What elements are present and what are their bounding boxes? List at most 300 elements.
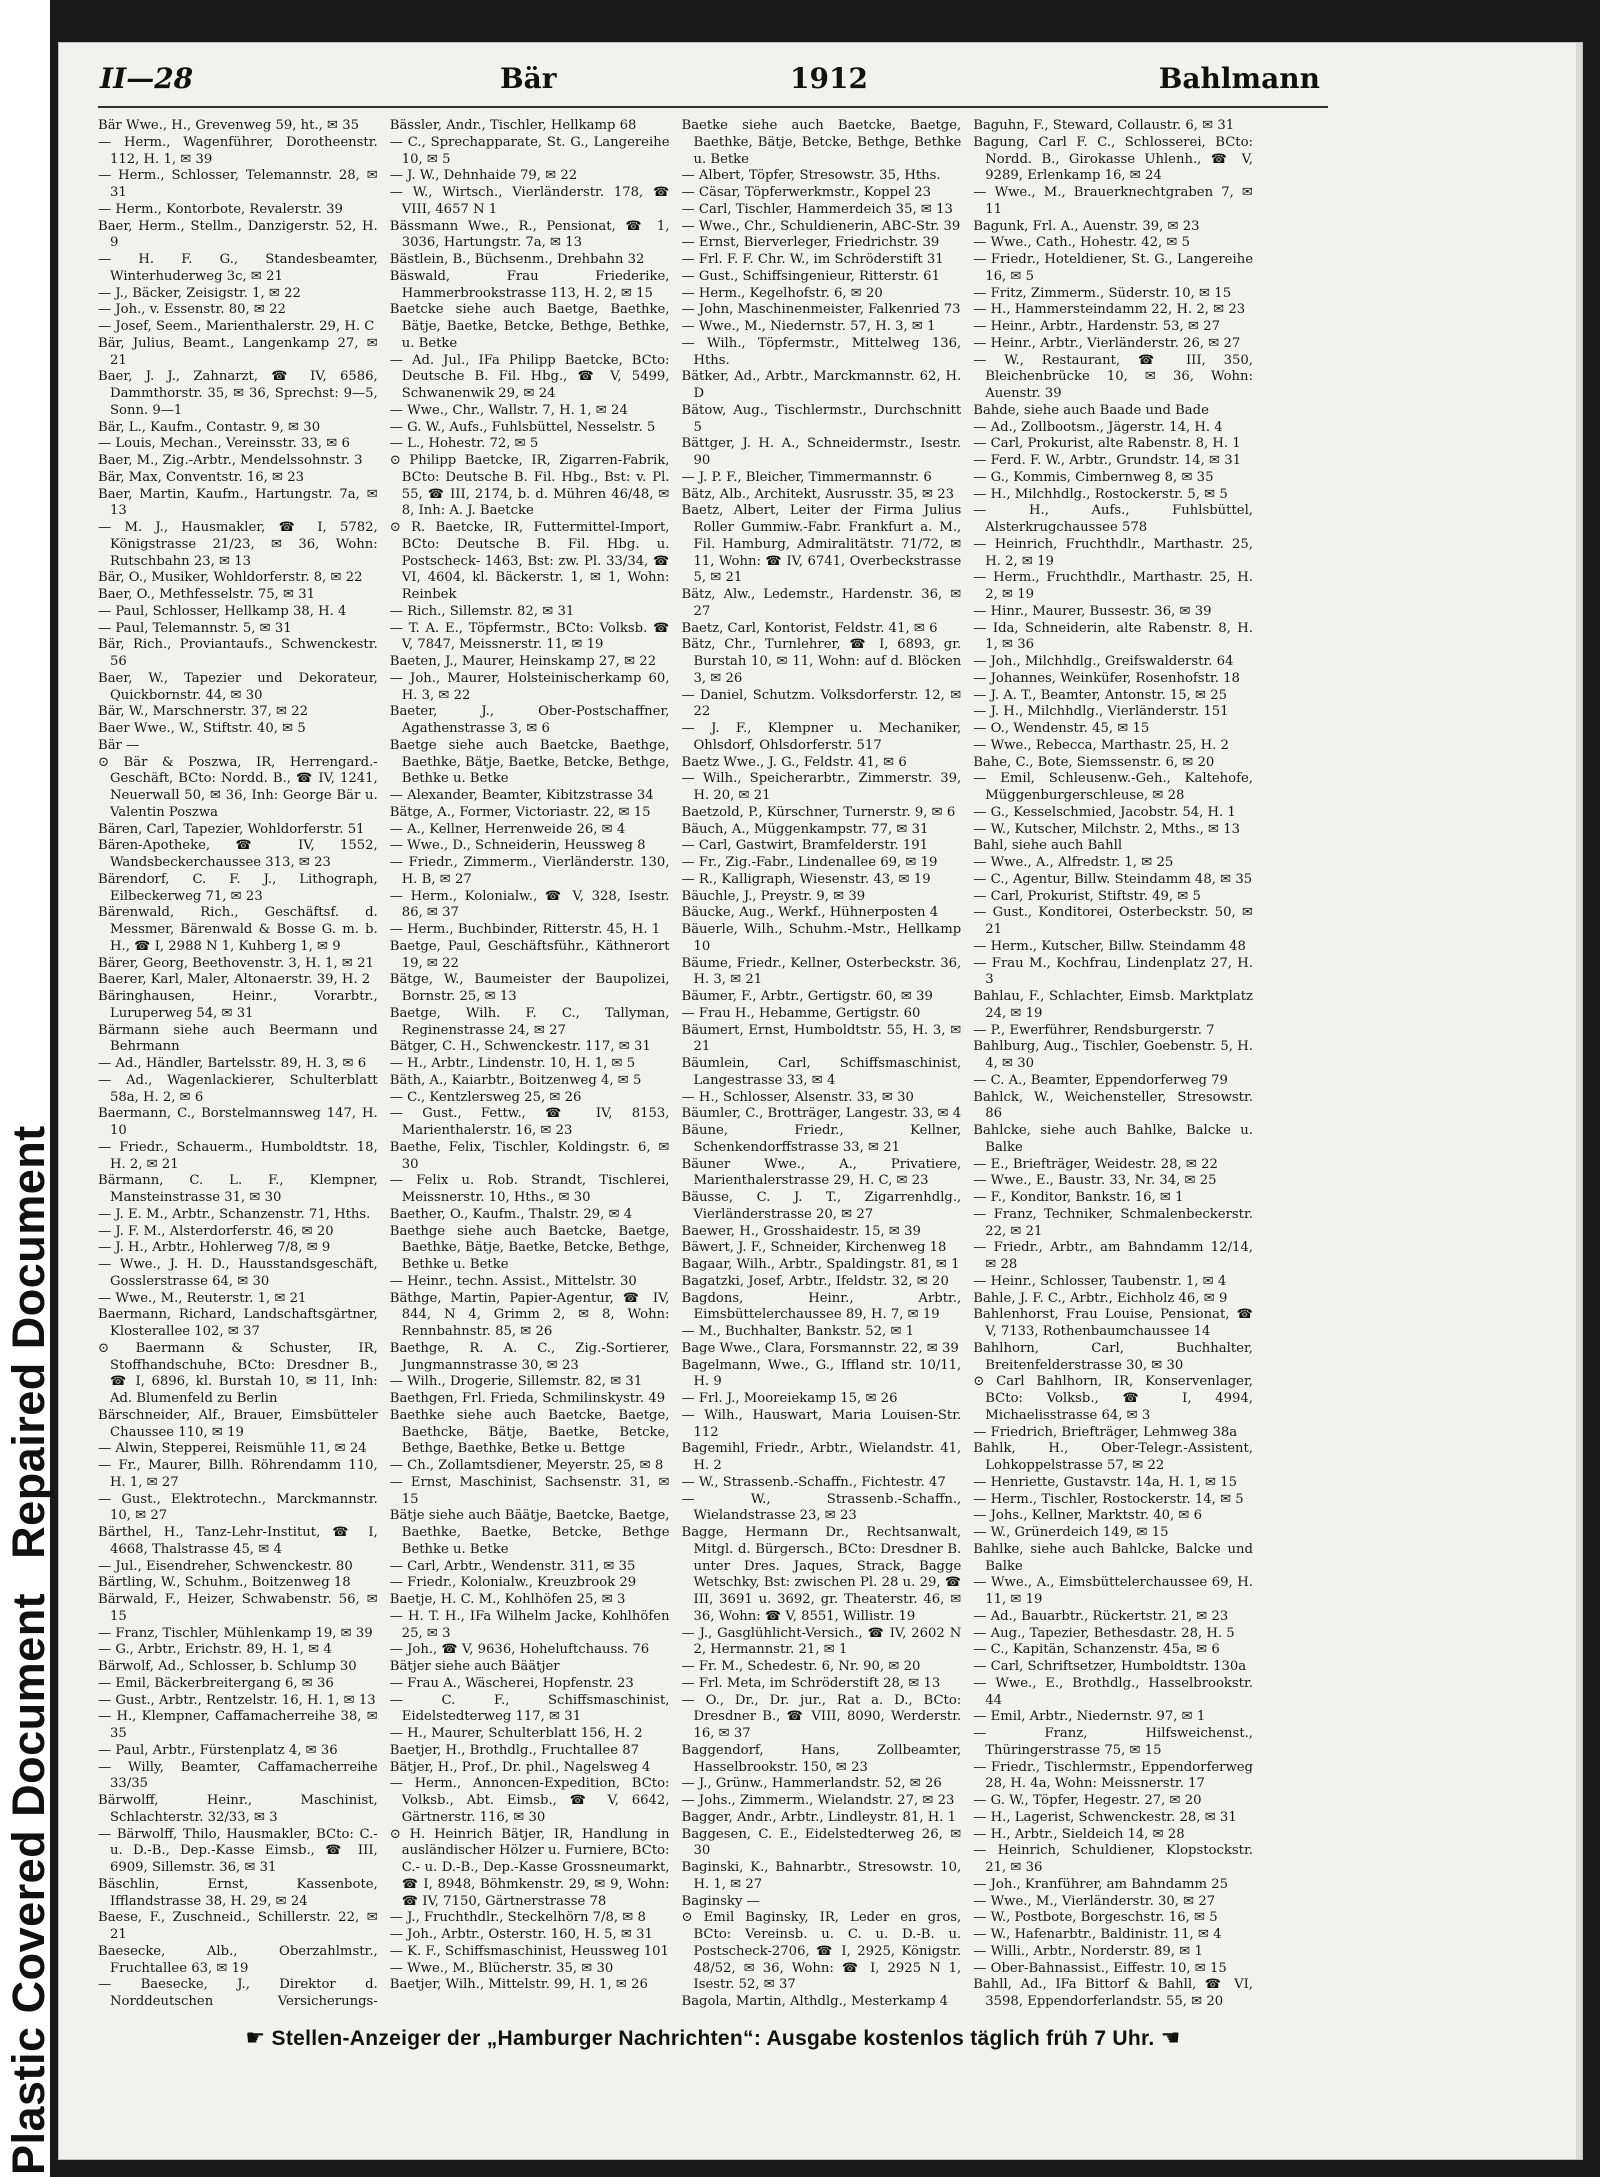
- directory-entry: — Wilh., Speicherarbtr., Zimmerstr. 39, H. 20, ✉ 21: [681, 771, 962, 803]
- directory-entry: Bagatzki, Josef, Arbtr., Ifeldstr. 32, ✉ 20: [681, 1273, 949, 1289]
- directory-entry: Bätge, W., Baumeister der Baupolizei, Bornstr. 25, ✉ 13: [389, 972, 670, 1004]
- directory-entry: — Carl, Prokurist, Stiftstr. 49, ✉ 5: [973, 888, 1201, 904]
- directory-entry: Baetcke siehe auch Baetge, Baethke, Bätje, Baetke, Betcke, Bethge, Bethke, u. Betke: [389, 302, 670, 351]
- directory-entry: — J., Grünw., Hammerlandstr. 52, ✉ 26: [681, 1776, 942, 1792]
- directory-entry: — Wwe., Rebecca, Marthastr. 25, H. 2: [973, 737, 1229, 753]
- directory-entry: — Gust., Konditorei, Osterbeckstr. 50, ✉ 21: [973, 905, 1253, 937]
- directory-entry: — Friedr., Zimmerm., Vierländerstr. 130, H. B, ✉ 27: [389, 855, 670, 887]
- directory-entry: — Wwe., M., Reuterstr. 1, ✉ 21: [98, 1290, 307, 1306]
- directory-entry: — Fritz, Zimmerm., Süderstr. 10, ✉ 15: [973, 285, 1232, 301]
- directory-entry: Bagola, Martin, Althdlg., Mesterkamp 4: [681, 1994, 949, 2009]
- directory-entry: Bärmann siehe auch Beermann und Behrmann: [98, 1022, 378, 1055]
- directory-entry: — Franz, Hilfsweichenst., Thüringerstrasse 75, ✉ 15: [973, 1726, 1253, 1758]
- directory-entry: — W., Postbote, Borgeschstr. 16, ✉ 5: [973, 1910, 1218, 1926]
- header-rule: [98, 106, 1328, 108]
- directory-entry: Bahlck, W., Weichensteller, Stresowstr. 86: [973, 1089, 1253, 1122]
- directory-entry: — J., Bäcker, Zeisigstr. 1, ✉ 22: [98, 285, 301, 301]
- directory-entry: — Aug., Tapezier, Bethesdastr. 28, H. 5: [973, 1625, 1235, 1641]
- directory-entry: Baer, Herm., Stellm., Danzigerstr. 52, H. 9: [98, 218, 378, 251]
- directory-entry: — G., Kesselschmied, Jacobstr. 54, H. 1: [973, 804, 1236, 820]
- directory-entry: — Wwe., M., Blücherstr. 35, ✉ 30: [389, 1960, 614, 1976]
- directory-entry: — John, Maschinenmeister, Falkenried 73: [681, 302, 961, 318]
- directory-entry: — Alexander, Beamter, Kibitzstrasse 34: [389, 788, 654, 803]
- directory-entry: — Ch., Zollamtsdiener, Meyerstr. 25, ✉ 8: [389, 1458, 664, 1473]
- directory-entry: — Ernst, Maschinist, Sachsenstr. 31, ✉ 15: [389, 1474, 670, 1507]
- directory-entry: — Frl. Meta, im Schröderstift 28, ✉ 13: [681, 1675, 941, 1691]
- directory-entry: Bagge, Hermann Dr., Rechtsanwalt, Mitgl. d. Bürgersch., BCto: Dresdner B. unter Dres. Jaques, Strack, Bagge Wetschky, Bst: zwischen Pl. 28 u. 29, ☎ III, 3691 u. 3692, gr. Theaterstr. 46, ✉ 36, Wohn: ☎ V, 8551, Willistr. 19: [681, 1525, 962, 1624]
- range-start: Bär: [500, 62, 557, 95]
- directory-entry: Bäthge, Martin, Papier-Agentur, ☎ IV, 844, N 4, Grimm 2, ✉ 8, Wohn: Rennbahnstr. 85, ✉ 26: [389, 1290, 670, 1339]
- directory-entry: — Herm., Kutscher, Billw. Steindamm 48: [973, 938, 1246, 954]
- directory-entry: Bäucke, Aug., Werkf., Hühnerposten 4: [681, 905, 939, 921]
- directory-entry: — Johs., Kellner, Marktstr. 40, ✉ 6: [973, 1508, 1203, 1524]
- directory-entry: Bahde, siehe auch Baade und Bade: [973, 402, 1209, 418]
- directory-entry: Bagunk, Frl. A., Auenstr. 39, ✉ 23: [973, 218, 1200, 234]
- directory-entry: — Heinrich, Schuldiener, Klopstockstr. 21, ✉ 36: [973, 1843, 1253, 1875]
- directory-entry: — Gust., Elektrotechn., Marckmannstr. 10, ✉ 27: [98, 1491, 378, 1524]
- binder-label: [3, 1125, 55, 2175]
- directory-entry: Bätje siehe auch Bäätje, Baetcke, Baetge, Baethke, Baetke, Betcke, Bethge Bethke u. Betke: [389, 1508, 670, 1557]
- directory-entry: — Gust., Fettw., ☎ IV, 8153, Marienthalerstr. 16, ✉ 23: [389, 1106, 670, 1138]
- footer-text: Stellen-Anzeiger der „Hamburger Nachrichten“: Ausgabe kostenlos täglich früh 7 Uhr.: [271, 2027, 1155, 2050]
- directory-entry: Bässler, Andr., Tischler, Hellkamp 68: [389, 118, 637, 133]
- directory-entry: Bästlein, B., Büchsenm., Drehbahn 32: [389, 252, 645, 267]
- directory-entry: Bärwolff, Heinr., Maschinist, Schlachterstr. 32/33, ✉ 3: [98, 1793, 378, 1825]
- directory-entry: — Felix u. Rob. Strandt, Tischlerei, Meissnerstr. 10, Hths., ✉ 30: [389, 1173, 670, 1205]
- pointing-hand-left-icon: ☛: [245, 2026, 266, 2051]
- directory-entry: — Heinr., Schlosser, Taubenstr. 1, ✉ 4: [973, 1273, 1227, 1289]
- directory-entry: Baermann, C., Borstelmannsweg 147, H. 10: [98, 1106, 378, 1138]
- directory-entry: — L., Hohestr. 72, ✉ 5: [389, 436, 539, 452]
- directory-entry: Bärmann, C. L. F., Klempner, Mansteinstrasse 31, ✉ 30: [98, 1173, 378, 1205]
- directory-entry: Bagung, Carl F. C., Schlosserei, BCto: Nordd. B., Girokasse Uhlenh., ☎ V, 9289, Erlenkamp 16, ✉ 24: [973, 134, 1253, 184]
- directory-entry: — Johs., Zimmerm., Wielandstr. 27, ✉ 23: [681, 1793, 955, 1808]
- directory-entry: Baer Wwe., W., Stiftstr. 40, ✉ 5: [98, 721, 306, 736]
- directory-entry: — Wwe., D., Schneiderin, Heussweg 8: [389, 838, 646, 854]
- directory-entry: — Wwe., E., Brothdlg., Hasselbrookstr. 44: [973, 1675, 1253, 1708]
- directory-entry: Bäusse, C. J. T., Zigarrenhdlg., Vierländerstrasse 20, ✉ 27: [681, 1190, 962, 1222]
- directory-entry: ⊙ Bär & Poszwa, IR, Herrengard.-Geschäft, BCto: Nordd. B., ☎ IV, 1241, Neuerwall 50, ✉ 36, Inh: George Bär u. Valentin Poszwa: [98, 754, 378, 820]
- directory-entry: Bätge, A., Former, Victoriastr. 22, ✉ 15: [389, 804, 651, 820]
- directory-entry: — O., Wendenstr. 45, ✉ 15: [973, 721, 1150, 736]
- directory-entry: — Wwe., A., Alfredstr. 1, ✉ 25: [973, 855, 1174, 870]
- directory-entry: — Frau H., Hebamme, Gertigstr. 60: [681, 1005, 921, 1021]
- directory-entry: Baeten, J., Maurer, Heinskamp 27, ✉ 22: [389, 654, 657, 669]
- directory-entry: Bahlburg, Aug., Tischler, Goebenstr. 5, H. 4, ✉ 30: [973, 1039, 1253, 1071]
- directory-entry: Bär, Julius, Beamt., Langenkamp 27, ✉ 21: [98, 335, 378, 368]
- directory-entry: — Frau A., Wäscherei, Hopfenstr. 23: [389, 1675, 634, 1691]
- directory-entry: — A., Kellner, Herrenweide 26, ✉ 4: [389, 821, 626, 837]
- directory-entry: — Friedr., Hoteldiener, St. G., Langereihe 16, ✉ 5: [973, 252, 1253, 284]
- directory-entry: — P., Ewerführer, Rendsburgerstr. 7: [973, 1022, 1215, 1038]
- directory-entry: Baeter, J., Ober-Postschaffner, Agathenstrasse 3, ✉ 6: [389, 704, 670, 736]
- directory-entry: Bärwolf, Ad., Schlosser, b. Schlump 30: [98, 1659, 357, 1674]
- directory-entry: — E., Briefträger, Weidestr. 28, ✉ 22: [973, 1156, 1218, 1172]
- directory-entry: — J. W., Dehnhaide 79, ✉ 22: [389, 168, 578, 184]
- directory-entry: ⊙ H. Heinrich Bätjer, IR, Handlung in ausländischer Hölzer u. Furniere, BCto: C.- u. D.-B., Dep.-Kasse Grossneumarkt, ☎ I, 8948, Böhmkenstr. 29, ✉ 9, Wohn: ☎ IV, 7150, Gärtnerstrasse 78: [389, 1826, 670, 1909]
- directory-entry: Baguhn, F., Steward, Collaustr. 6, ✉ 31: [973, 118, 1235, 133]
- directory-columns: [98, 118, 1253, 2010]
- directory-entry: Bagemihl, Friedr., Arbtr., Wielandstr. 41, H. 2: [681, 1441, 962, 1473]
- directory-entry: — W., Strassenb.-Schaffn., Fichtestr. 47: [681, 1474, 946, 1490]
- page-edge: [1576, 43, 1582, 2159]
- directory-entry: — Wwe., E., Baustr. 33, Nr. 34, ✉ 25: [973, 1173, 1217, 1189]
- directory-entry: Baer, W., Tapezier und Dekorateur, Quickbornstr. 44, ✉ 30: [98, 670, 378, 703]
- directory-entry: — Josef, Seem., Marienthalerstr. 29, H. C: [98, 319, 375, 334]
- directory-entry: — Joh., Milchhdlg., Greifswalderstr. 64: [973, 654, 1234, 669]
- column-2: [390, 118, 670, 2010]
- directory-entry: — H., Lagerist, Schwenckestr. 28, ✉ 31: [973, 1809, 1237, 1825]
- pointing-hand-right-icon: ☚: [1160, 2026, 1181, 2051]
- directory-entry: Bäth, A., Kaiarbtr., Boitzenweg 4, ✉ 5: [389, 1072, 642, 1088]
- directory-entry: — G., Kommis, Cimbernweg 8, ✉ 35: [973, 469, 1214, 485]
- directory-entry: Baethe, Felix, Tischler, Koldingstr. 6, ✉ 30: [389, 1139, 670, 1172]
- directory-entry: Bär, Rich., Proviantaufs., Schwenckestr. 56: [98, 637, 378, 669]
- directory-entry: — Ad., Wagenlackierer, Schulterblatt 58a, H. 2, ✉ 6: [98, 1072, 378, 1105]
- directory-entry: — W., Grünerdeich 149, ✉ 15: [973, 1525, 1169, 1540]
- directory-entry: — H., Milchhdlg., Rostockerstr. 5, ✉ 5: [973, 486, 1228, 502]
- directory-entry: — Emil, Schleusenw.-Geh., Kaltehofe, Müggenburgerschleuse, ✉ 28: [973, 771, 1253, 803]
- directory-entry: — Ernst, Bierverleger, Friedrichstr. 39: [681, 235, 940, 251]
- directory-entry: — Joh., ☎ V, 9636, Hoheluftchauss. 76: [389, 1642, 650, 1658]
- directory-entry: — M. J., Hausmakler, ☎ I, 5782, Königstrasse 21/23, ✉ 36, Wohn: Rutschbahn 23, ✉ 13: [98, 520, 378, 569]
- directory-entry: Bäringhausen, Heinr., Vorarbtr., Luruperweg 54, ✉ 31: [98, 989, 378, 1021]
- directory-entry: — Frl. F. F. Chr. W., im Schröderstift 31: [681, 252, 944, 267]
- directory-entry: — J. A. T., Beamter, Antonstr. 15, ✉ 25: [973, 687, 1228, 703]
- directory-entry: — J. E. M., Arbtr., Schanzenstr. 71, Hths.: [98, 1206, 371, 1222]
- directory-entry: — Wilh., Töpfermstr., Mittelweg 136, Hths.: [681, 335, 962, 368]
- directory-entry: — J., Fruchthdlr., Steckelhörn 7/8, ✉ 8: [389, 1910, 646, 1926]
- directory-entry: Bahlke, siehe auch Bahlcke, Balcke und Balke: [973, 1541, 1253, 1574]
- directory-entry: Baetge siehe auch Baetcke, Baethge, Baethke, Bätje, Baetke, Betcke, Bethge, Bethke u. Betke: [389, 737, 670, 787]
- directory-entry: — Ad. Jul., IFa Philipp Baetcke, BCto: Deutsche B. Fil. Hbg., ☎ V, 5499, Schwanenwik 29, ✉ 24: [389, 352, 670, 401]
- directory-entry: — Wilh., Hauswart, Maria Louisen-Str. 112: [681, 1407, 962, 1440]
- directory-entry: Bätker, Ad., Arbtr., Marckmannstr. 62, H. D: [681, 369, 962, 401]
- directory-entry: — H., Klempner, Caffamacherreihe 38, ✉ 35: [98, 1709, 378, 1741]
- directory-entry: Bäune, Friedr., Kellner, Schenkendorffstrasse 33, ✉ 21: [681, 1123, 962, 1155]
- directory-entry: Baer, O., Methfesselstr. 75, ✉ 31: [98, 587, 316, 602]
- directory-entry: Baetge, Paul, Geschäftsführ., Käthnerort 19, ✉ 22: [389, 938, 670, 971]
- directory-entry: Bäschlin, Ernst, Kassenbote, Ifflandstrasse 38, H. 29, ✉ 24: [98, 1876, 378, 1909]
- directory-entry: Baerer, Karl, Maler, Altonaerstr. 39, H. 2: [98, 972, 371, 988]
- directory-entry: — H., Hammersteindamm 22, H. 2, ✉ 23: [973, 302, 1246, 318]
- directory-entry: Bär Wwe., H., Grevenweg 59, ht., ✉ 35: [98, 118, 360, 133]
- directory-entry: Bätow, Aug., Tischlermstr., Durchschnitt 5: [681, 402, 962, 435]
- directory-entry: — Franz, Techniker, Schmalenbeckerstr. 22, ✉ 21: [973, 1206, 1253, 1239]
- directory-entry: — Paul, Arbtr., Fürstenplatz 4, ✉ 36: [98, 1742, 338, 1758]
- directory-entry: — Ferd. F. W., Arbtr., Grundstr. 14, ✉ 31: [973, 453, 1242, 468]
- page-header: [100, 62, 1320, 108]
- directory-entry: Baginski, K., Bahnarbtr., Stresowstr. 10, H. 1, ✉ 27: [681, 1860, 962, 1892]
- directory-entry: — H., Arbtr., Sieldeich 14, ✉ 28: [973, 1826, 1185, 1842]
- directory-entry: — F., Konditor, Bankstr. 16, ✉ 1: [973, 1190, 1184, 1205]
- directory-entry: Bagger, Andr., Arbtr., Lindleystr. 81, H. 1: [681, 1809, 956, 1825]
- directory-entry: — Daniel, Schutzm. Volksdorferstr. 12, ✉ 22: [681, 687, 962, 720]
- directory-entry: — Wwe., M., Niedernstr. 57, H. 3, ✉ 1: [681, 319, 936, 334]
- directory-entry: Bagaar, Wilh., Arbtr., Spaldingstr. 81, ✉ 1: [681, 1257, 960, 1272]
- directory-entry: Baer, M., Zig.-Arbtr., Mendelssohnstr. 3: [98, 453, 363, 468]
- directory-entry: Baethke siehe auch Baetcke, Baetge, Baethcke, Bätje, Baetke, Betcke, Bethge, Baethke, Betke u. Bettge: [389, 1407, 670, 1457]
- directory-entry: Bäumler, C., Brotträger, Langestr. 33, ✉ 4: [681, 1106, 962, 1122]
- directory-entry: — Ad., Zollbootsm., Jägerstr. 14, H. 4: [973, 419, 1223, 435]
- directory-entry: — C., Kapitän, Schanzenstr. 45a, ✉ 6: [973, 1642, 1220, 1658]
- directory-entry: ⊙ R. Baetcke, IR, Futtermittel-Import, BCto: Deutsche B. Fil. Hbg. u. Postscheck- 1463, Bst: zw. Pl. 33/34, ☎ VI, 4604, kl. Bäckerstr. 1, ✉ 1, Wohn: Reinbek: [389, 520, 670, 602]
- directory-entry: — Rich., Sillemstr. 82, ✉ 31: [389, 603, 575, 619]
- directory-entry: — M., Buchhalter, Bankstr. 52, ✉ 1: [681, 1324, 915, 1339]
- directory-entry: Bätz, Chr., Turnlehrer, ☎ I, 6893, gr. Burstah 10, ✉ 11, Wohn: auf d. Blöcken 3, ✉ 26: [681, 637, 962, 686]
- directory-entry: — W., Kutscher, Milchstr. 2, Mths., ✉ 13: [973, 821, 1241, 837]
- directory-entry: Bahlenhorst, Frau Louise, Pensionat, ☎ V, 7133, Rothenbaumchaussee 14: [973, 1307, 1253, 1339]
- directory-entry: Bahlk, H., Ober-Telegr.-Assistent, Lohkoppelstrasse 57, ✉ 22: [973, 1441, 1253, 1473]
- directory-entry: — C. A., Beamter, Eppendorferweg 79: [973, 1072, 1228, 1088]
- directory-entry: — W., Strassenb.-Schaffn., Wielandstrasse 23, ✉ 23: [681, 1491, 962, 1524]
- directory-entry: Baetz, Carl, Kontorist, Feldstr. 41, ✉ 6: [681, 620, 938, 636]
- directory-entry: — Heinr., Arbtr., Vierländerstr. 26, ✉ 27: [973, 335, 1241, 351]
- directory-entry: — C., Agentur, Billw. Steindamm 48, ✉ 35: [973, 871, 1253, 887]
- directory-entry: Bärthel, H., Tanz-Lehr-Institut, ☎ I, 4668, Thalstrasse 45, ✉ 4: [98, 1525, 378, 1557]
- directory-entry: — Henriette, Gustavstr. 14a, H. 1, ✉ 15: [973, 1474, 1237, 1490]
- directory-entry: — G. W., Aufs., Fuhlsbüttel, Nesselstr. 5: [389, 419, 656, 435]
- directory-entry: Baesecke, Alb., Oberzahlmstr., Fruchtallee 63, ✉ 19: [98, 1943, 378, 1976]
- directory-entry: Bagdons, Heinr., Arbtr., Eimsbüttelerchaussee 89, H. 7, ✉ 19: [681, 1290, 962, 1323]
- directory-entry: Bäswald, Frau Friederike, Hammerbrookstrasse 113, H. 2, ✉ 15: [389, 268, 670, 301]
- directory-entry: Bätz, Alw., Ledemstr., Hardenstr. 36, ✉ 27: [681, 587, 962, 619]
- binder-label-repaired: Repaired Document: [3, 1125, 54, 1559]
- directory-entry: Bahlau, F., Schlachter, Eimsb. Marktplatz 24, ✉ 19: [973, 989, 1253, 1021]
- directory-entry: — Friedrich, Briefträger, Lehmweg 38a: [973, 1424, 1238, 1440]
- directory-entry: — Ida, Schneiderin, alte Rabenstr. 8, H. 1, ✉ 36: [973, 620, 1253, 653]
- directory-entry: — Gust., Schiffsingenieur, Ritterstr. 61: [681, 268, 940, 284]
- directory-entry: Bärer, Georg, Beethovenstr. 3, H. 1, ✉ 21: [98, 955, 374, 971]
- directory-entry: — Joh., v. Essenstr. 80, ✉ 22: [98, 302, 286, 318]
- directory-entry: — Emil, Bäckerbreitergang 6, ✉ 36: [98, 1675, 334, 1691]
- directory-entry: — Ober-Bahnassist., Eiffestr. 10, ✉ 15: [973, 1960, 1227, 1976]
- column-4: [973, 118, 1253, 2010]
- directory-entry: Baethgen, Frl. Frieda, Schmilinskystr. 49: [389, 1391, 666, 1406]
- directory-entry: — Herm., Fruchthdlr., Marthastr. 25, H. 2, ✉ 19: [973, 570, 1253, 602]
- directory-entry: — Alwin, Stepperei, Reismühle 11, ✉ 24: [98, 1441, 367, 1457]
- directory-entry: — W., Hafenarbtr., Baldinistr. 11, ✉ 4: [973, 1927, 1222, 1942]
- directory-entry: — Friedr., Kolonialw., Kreuzbrook 29: [389, 1575, 637, 1591]
- directory-entry: Bäwert, J. F., Schneider, Kirchenweg 18: [681, 1240, 947, 1256]
- directory-entry: — G., Arbtr., Erichstr. 89, H. 1, ✉ 4: [98, 1642, 332, 1658]
- directory-entry: — Carl, Prokurist, alte Rabenstr. 8, H. 1: [973, 436, 1241, 452]
- directory-entry: Baginsky —: [681, 1893, 760, 1909]
- directory-entry: — H. F. G., Standesbeamter, Winterhuderweg 3c, ✉ 21: [98, 252, 378, 284]
- directory-entry: — Wwe., M., Vierländerstr. 30, ✉ 27: [973, 1893, 1216, 1909]
- directory-entry: Bätger, C. H., Schwenckestr. 117, ✉ 31: [389, 1039, 651, 1055]
- directory-entry: — J., Gasglühlicht-Versich., ☎ IV, 2602 N 2, Hermannstr. 21, ✉ 1: [681, 1625, 962, 1658]
- directory-entry: — Herm., Buchbinder, Ritterstr. 45, H. 1: [389, 922, 661, 937]
- directory-entry: Baetjer, H., Brothdlg., Fruchtallee 87: [389, 1742, 640, 1758]
- directory-entry: Baetz, Albert, Leiter der Firma Julius Roller Gummiw.-Fabr. Frankfurt a. M., Fil. Hamburg, Admiralitätstr. 71/72, ✉ 11, Wohn: ☎ IV, 6741, Overbeckstrasse 5, ✉ 21: [681, 503, 962, 586]
- directory-entry: — C., Kentzlersweg 25, ✉ 26: [389, 1089, 582, 1105]
- directory-entry: Baethge, R. A. C., Zig.-Sortierer, Jungmannstrasse 30, ✉ 23: [389, 1340, 670, 1373]
- directory-entry: Baewer, H., Grosshaidestr. 15, ✉ 39: [681, 1223, 921, 1239]
- directory-entry: — Joh., Maurer, Holsteinischerkamp 60, H. 3, ✉ 22: [389, 670, 670, 703]
- directory-entry: Baer, J. J., Zahnarzt, ☎ IV, 6586, Dammthorstr. 35, ✉ 36, Sprechst: 9—5, Sonn. 9—1: [98, 369, 378, 418]
- directory-entry: — J. P. F., Bleicher, Timmermannstr. 6: [681, 469, 932, 485]
- directory-entry: Bär, O., Musiker, Wohldorferstr. 8, ✉ 22: [98, 570, 363, 586]
- directory-entry: — Wwe., J. H. D., Hausstandsgeschäft, Gosslerstrasse 64, ✉ 30: [98, 1257, 378, 1289]
- directory-entry: Bättger, J. H. A., Schneidermstr., Isestr. 90: [681, 436, 962, 468]
- directory-entry: — Carl, Arbtr., Wendenstr. 311, ✉ 35: [389, 1558, 636, 1574]
- directory-entry: — Joh., Kranführer, am Bahndamm 25: [973, 1876, 1229, 1892]
- directory-entry: Bahlcke, siehe auch Bahlke, Balcke u. Balke: [973, 1123, 1253, 1155]
- directory-entry: — J. H., Arbtr., Hohlerweg 7/8, ✉ 9: [98, 1240, 331, 1256]
- directory-entry: — C. F., Schiffsmaschinist, Eidelstedterweg 117, ✉ 31: [389, 1692, 670, 1725]
- directory-entry: Bärtling, W., Schuhm., Boitzenweg 18: [98, 1575, 351, 1591]
- directory-entry: Baetge, Wilh. F. C., Tallyman, Reginenstrasse 24, ✉ 27: [389, 1005, 670, 1038]
- directory-entry: Bäuerle, Wilh., Schuhm.-Mstr., Hellkamp 10: [681, 922, 962, 954]
- directory-entry: — W., Restaurant, ☎ III, 350, Bleichenbrücke 10, ✉ 36, Wohn: Auenstr. 39: [973, 352, 1253, 401]
- directory-entry: — Herm., Annoncen-Expedition, BCto: Volksb., Abt. Eimsb., ☎ V, 6642, Gärtnerstr. 116, ✉ 30: [389, 1776, 670, 1825]
- directory-entry: — G. W., Töpfer, Hegestr. 27, ✉ 20: [973, 1793, 1202, 1808]
- directory-entry: — Wwe., Chr., Schuldienerin, ABC-Str. 39: [681, 218, 961, 234]
- directory-entry: — Wwe., M., Brauerknechtgraben 7, ✉ 11: [973, 185, 1253, 217]
- directory-entry: Baetje, H. C. M., Kohlhöfen 25, ✉ 3: [389, 1592, 626, 1607]
- directory-entry: — J. F. M., Alsterdorferstr. 46, ✉ 20: [98, 1223, 334, 1239]
- directory-entry: — Herm., Kontorbote, Revalerstr. 39: [98, 201, 343, 217]
- directory-entry: Bäuchle, J., Preystr. 9, ✉ 39: [681, 888, 866, 904]
- directory-entry: — Herm., Wagenführer, Dorotheenstr. 112, H. 1, ✉ 39: [98, 134, 378, 167]
- directory-entry: Baetz Wwe., J. G., Feldstr. 41, ✉ 6: [681, 754, 907, 770]
- directory-entry: Bäumlein, Carl, Schiffsmaschinist, Langestrasse 33, ✉ 4: [681, 1056, 962, 1088]
- column-3: [682, 118, 962, 2010]
- directory-entry: — K. F., Schiffsmaschinist, Heussweg 101: [389, 1943, 669, 1959]
- directory-entry: — Carl, Gastwirt, Bramfelderstr. 191: [681, 838, 928, 854]
- directory-entry: — O., Dr., Dr. jur., Rat a. D., BCto: Dresdner B., ☎ VIII, 8090, Werderstr. 16, ✉ 37: [681, 1692, 962, 1741]
- directory-entry: Bahle, J. F. C., Arbtr., Eichholz 46, ✉ 9: [973, 1290, 1228, 1306]
- directory-entry: ⊙ Baermann & Schuster, IR, Stoffhandschuhe, BCto: Dresdner B., ☎ I, 6896, kl. Burstah 10, ✉ 11, Inh: Ad. Blumenfeld zu Berlin: [98, 1340, 378, 1406]
- directory-entry: — Fr., Zig.-Fabr., Lindenallee 69, ✉ 19: [681, 855, 938, 870]
- directory-entry: — Heinr., Arbtr., Hardenstr. 53, ✉ 27: [973, 319, 1220, 334]
- directory-entry: Bäumert, Ernst, Humboldtstr. 55, H. 3, ✉ 21: [681, 1022, 962, 1055]
- directory-entry: — J. H., Milchhdlg., Vierländerstr. 151: [973, 704, 1229, 720]
- directory-entry: — Franz, Tischler, Mühlenkamp 19, ✉ 39: [98, 1625, 373, 1641]
- directory-entry: — H., Arbtr., Lindenstr. 10, H. 1, ✉ 5: [389, 1056, 636, 1071]
- directory-entry: Bätz, Alb., Architekt, Ausrusstr. 35, ✉ 23: [681, 486, 954, 502]
- directory-entry: Bären, Carl, Tapezier, Wohldorferstr. 51: [98, 821, 365, 837]
- directory-entry: Bärenwald, Rich., Geschäftsf. d. Messmer, Bärenwald & Bosse G. m. b. H., ☎ I, 2988 N 1, Kuhberg 1, ✉ 9: [98, 905, 378, 954]
- directory-entry: — H. T. H., IFa Wilhelm Jacke, Kohlhöfen 25, ✉ 3: [389, 1608, 670, 1641]
- directory-entry: — Jul., Eisendreher, Schwenckestr. 80: [98, 1558, 353, 1574]
- range-end: Bahlmann: [1158, 62, 1320, 95]
- directory-entry: — Fr. M., Schedestr. 6, Nr. 90, ✉ 20: [681, 1659, 921, 1674]
- directory-entry: — Wwe., Chr., Wallstr. 7, H. 1, ✉ 24: [389, 402, 628, 418]
- directory-entry: — T. A. E., Töpfermstr., BCto: Volksb. ☎ V, 7847, Meissnerstr. 11, ✉ 19: [389, 620, 670, 653]
- directory-entry: Bätjer, H., Prof., Dr. phil., Nagelsweg 4: [389, 1759, 651, 1775]
- directory-entry: — Paul, Telemannstr. 5, ✉ 31: [98, 620, 292, 636]
- directory-entry: — Heinr., techn. Assist., Mittelstr. 30: [389, 1273, 637, 1289]
- directory-entry: Bärwald, F., Heizer, Schwabenstr. 56, ✉ 15: [98, 1592, 378, 1624]
- directory-entry: — H., Aufs., Fuhlsbüttel, Alsterkrugchaussee 578: [973, 503, 1253, 535]
- directory-entry: Baether, O., Kaufm., Thalstr. 29, ✉ 4: [389, 1206, 633, 1222]
- directory-entry: — Friedr., Schauerm., Humboldtstr. 18, H. 2, ✉ 21: [98, 1139, 378, 1172]
- directory-entry: Bärschneider, Alf., Brauer, Eimsbütteler Chaussee 110, ✉ 19: [98, 1407, 378, 1440]
- directory-entry: — C., Sprechapparate, St. G., Langereihe 10, ✉ 5: [389, 134, 670, 167]
- directory-entry: ⊙ Emil Baginsky, IR, Leder en gros, BCto: Vereinsb. u. C. u. D.-B. u. Postscheck-2706, ☎ I, 2925, Königstr. 48/52, ✉ 36, Wohn: ☎ I, 2925 N 1, Isestr. 52, ✉ 37: [681, 1910, 962, 1993]
- directory-entry: Baer, Martin, Kaufm., Hartungstr. 7a, ✉ 13: [98, 486, 378, 519]
- binder-label-plastic: Plastic Covered Document: [3, 1592, 54, 2175]
- directory-entry: — Frau M., Kochfrau, Lindenplatz 27, H. 3: [973, 955, 1253, 988]
- directory-entry: — Willi., Arbtr., Norderstr. 89, ✉ 1: [973, 1943, 1203, 1959]
- directory-entry: — Wwe., A., Eimsbüttelerchaussee 69, H. 11, ✉ 19: [973, 1575, 1253, 1607]
- directory-entry: — Herm., Schlosser, Telemannstr. 28, ✉ 31: [98, 168, 378, 200]
- column-1: [98, 118, 378, 2010]
- directory-entry: — Heinrich, Fruchthdlr., Marthastr. 25, H. 2, ✉ 19: [973, 536, 1253, 569]
- directory-entry: — Johannes, Weinküfer, Rosenhofstr. 18: [973, 670, 1240, 686]
- directory-entry: — Bärwolff, Thilo, Hausmakler, BCto: C.- u. D.-B., Dep.-Kasse Eimsb., ☎ III, 6909, Sillemstr. 36, ✉ 31: [98, 1826, 378, 1875]
- directory-entry: Bätjer siehe auch Bäätjer: [389, 1659, 560, 1674]
- page-number: II—28: [100, 62, 194, 95]
- directory-entry: Bär, L., Kaufm., Contastr. 9, ✉ 30: [98, 419, 321, 435]
- directory-entry: Bäume, Friedr., Kellner, Osterbeckstr. 36, H. 3, ✉ 21: [681, 955, 962, 988]
- directory-entry: Bärendorf, C. F. J., Lithograph, Eilbeckerweg 71, ✉ 23: [98, 871, 378, 904]
- directory-entry: — J. F., Klempner u. Mechaniker, Ohlsdorf, Ohlsdorferstr. 517: [681, 721, 962, 753]
- directory-entry: — W., Wirtsch., Vierländerstr. 178, ☎ VIII, 4657 N 1: [389, 185, 670, 217]
- directory-entry: Baggesen, C. E., Eidelstedterweg 26, ✉ 30: [681, 1826, 962, 1859]
- directory-entry: — R., Kalligraph, Wiesenstr. 43, ✉ 19: [681, 871, 931, 887]
- directory-entry: Baetke siehe auch Baetcke, Baetge, Baethke, Bätje, Betcke, Bethge, Bethke u. Betke: [681, 118, 962, 167]
- directory-entry: — Wilh., Drogerie, Sillemstr. 82, ✉ 31: [389, 1374, 643, 1390]
- directory-entry: — H., Schlosser, Alsenstr. 33, ✉ 30: [681, 1089, 914, 1105]
- directory-entry: — Friedr., Arbtr., am Bahndamm 12/14, ✉ 28: [973, 1240, 1253, 1272]
- directory-entry: Baese, F., Zuschneid., Schillerstr. 22, ✉ 21: [98, 1910, 378, 1942]
- directory-entry: — Gust., Arbtr., Rentzelstr. 16, H. 1, ✉ 13: [98, 1692, 376, 1708]
- directory-entry: — H., Maurer, Schulterblatt 156, H. 2: [389, 1726, 643, 1741]
- directory-entry: — Hinr., Maurer, Bussestr. 36, ✉ 39: [973, 603, 1212, 619]
- footer-advert: [98, 2026, 1328, 2066]
- directory-entry: Bässmann Wwe., R., Pensionat, ☎ 1, 3036, Hartungstr. 7a, ✉ 13: [389, 218, 670, 251]
- directory-entry: — Fr., Maurer, Billh. Röhrendamm 110, H. 1, ✉ 27: [98, 1458, 378, 1490]
- directory-entry: Bären-Apotheke, ☎ IV, 1552, Wandsbeckerchaussee 313, ✉ 23: [98, 838, 378, 870]
- directory-entry: — Baesecke, J., Direktor d. Norddeutschen Versicherungs-: [98, 1977, 378, 2009]
- directory-entry: ⊙ Philipp Baetcke, IR, Zigarren-Fabrik, BCto: Deutsche B. Fil. Hbg., Bst: v. Pl. 55, ☎ III, 2174, b. d. Mühren 46/48, ✉ 8, Inh: A. J. Baetcke: [389, 453, 670, 519]
- directory-entry: Bahlhorn, Carl, Buchhalter, Breitenfelderstrasse 30, ✉ 30: [973, 1340, 1253, 1373]
- directory-entry: — Louis, Mechan., Vereinsstr. 33, ✉ 6: [98, 436, 350, 452]
- directory-entry: Baetzold, P., Kürschner, Turnerstr. 9, ✉ 6: [681, 804, 956, 820]
- directory-entry: — Ad., Händler, Bartelsstr. 89, H. 3, ✉ 6: [98, 1056, 367, 1071]
- directory-entry: Baggendorf, Hans, Zollbeamter, Hasselbrookstr. 150, ✉ 23: [681, 1742, 962, 1775]
- directory-entry: — Herm., Kegelhofstr. 6, ✉ 20: [681, 285, 883, 301]
- directory-entry: — Joh., Arbtr., Osterstr. 160, H. 5, ✉ 31: [389, 1927, 653, 1942]
- directory-entry: — Carl, Tischler, Hammerdeich 35, ✉ 13: [681, 201, 953, 217]
- directory-entry: Bage Wwe., Clara, Forsmannstr. 22, ✉ 39: [681, 1340, 959, 1356]
- directory-entry: Bär, W., Marschnerstr. 37, ✉ 22: [98, 704, 309, 720]
- binder-strip: [0, 0, 54, 2177]
- directory-entry: Baethge siehe auch Baetcke, Baetge, Baethke, Bätje, Baetke, Betcke, Bethge, Bethke u. Betke: [389, 1223, 670, 1272]
- directory-entry: — Paul, Schlosser, Hellkamp 38, H. 4: [98, 603, 347, 619]
- directory-entry: — Herm., Kolonialw., ☎ V, 328, Isestr. 86, ✉ 37: [389, 888, 670, 921]
- directory-entry: — Herm., Tischler, Rostockerstr. 14, ✉ 5: [973, 1491, 1244, 1507]
- directory-entry: — Ad., Bauarbtr., Rückertstr. 21, ✉ 23: [973, 1608, 1229, 1624]
- directory-entry: Bäuch, A., Müggenkampstr. 77, ✉ 31: [681, 821, 929, 837]
- directory-year: 1912: [790, 62, 868, 95]
- directory-entry: — Frl. J., Mooreiekamp 15, ✉ 26: [681, 1391, 898, 1406]
- directory-entry: Bagelmann, Wwe., G., Iffland str. 10/11, H. 9: [681, 1357, 962, 1390]
- directory-entry: Bäuner Wwe., A., Privatiere, Marienthalerstrasse 29, H. C, ✉ 23: [681, 1156, 962, 1189]
- directory-entry: Bäumer, F., Arbtr., Gertigstr. 60, ✉ 39: [681, 989, 933, 1004]
- directory-entry: — Friedr., Tischlermstr., Eppendorferweg 28, H. 4a, Wohn: Meissnerstr. 17: [973, 1759, 1253, 1792]
- directory-entry: Bahe, C., Bote, Siemssenstr. 6, ✉ 20: [973, 754, 1215, 770]
- directory-entry: — Willy, Beamter, Caffamacherreihe 33/35: [98, 1759, 378, 1792]
- directory-entry: — Carl, Schriftsetzer, Humboldtstr. 130a: [973, 1659, 1247, 1674]
- directory-entry: — Emil, Arbtr., Niedernstr. 97, ✉ 1: [973, 1709, 1206, 1725]
- directory-entry: Bär, Max, Conventstr. 16, ✉ 23: [98, 469, 305, 485]
- directory-entry: ⊙ Carl Bahlhorn, IR, Konservenlager, BCto: Volksb., ☎ I, 4994, Michaelisstrasse 64, ✉ 3: [973, 1374, 1253, 1423]
- directory-entry: — Albert, Töpfer, Stresowstr. 35, Hths.: [681, 168, 941, 184]
